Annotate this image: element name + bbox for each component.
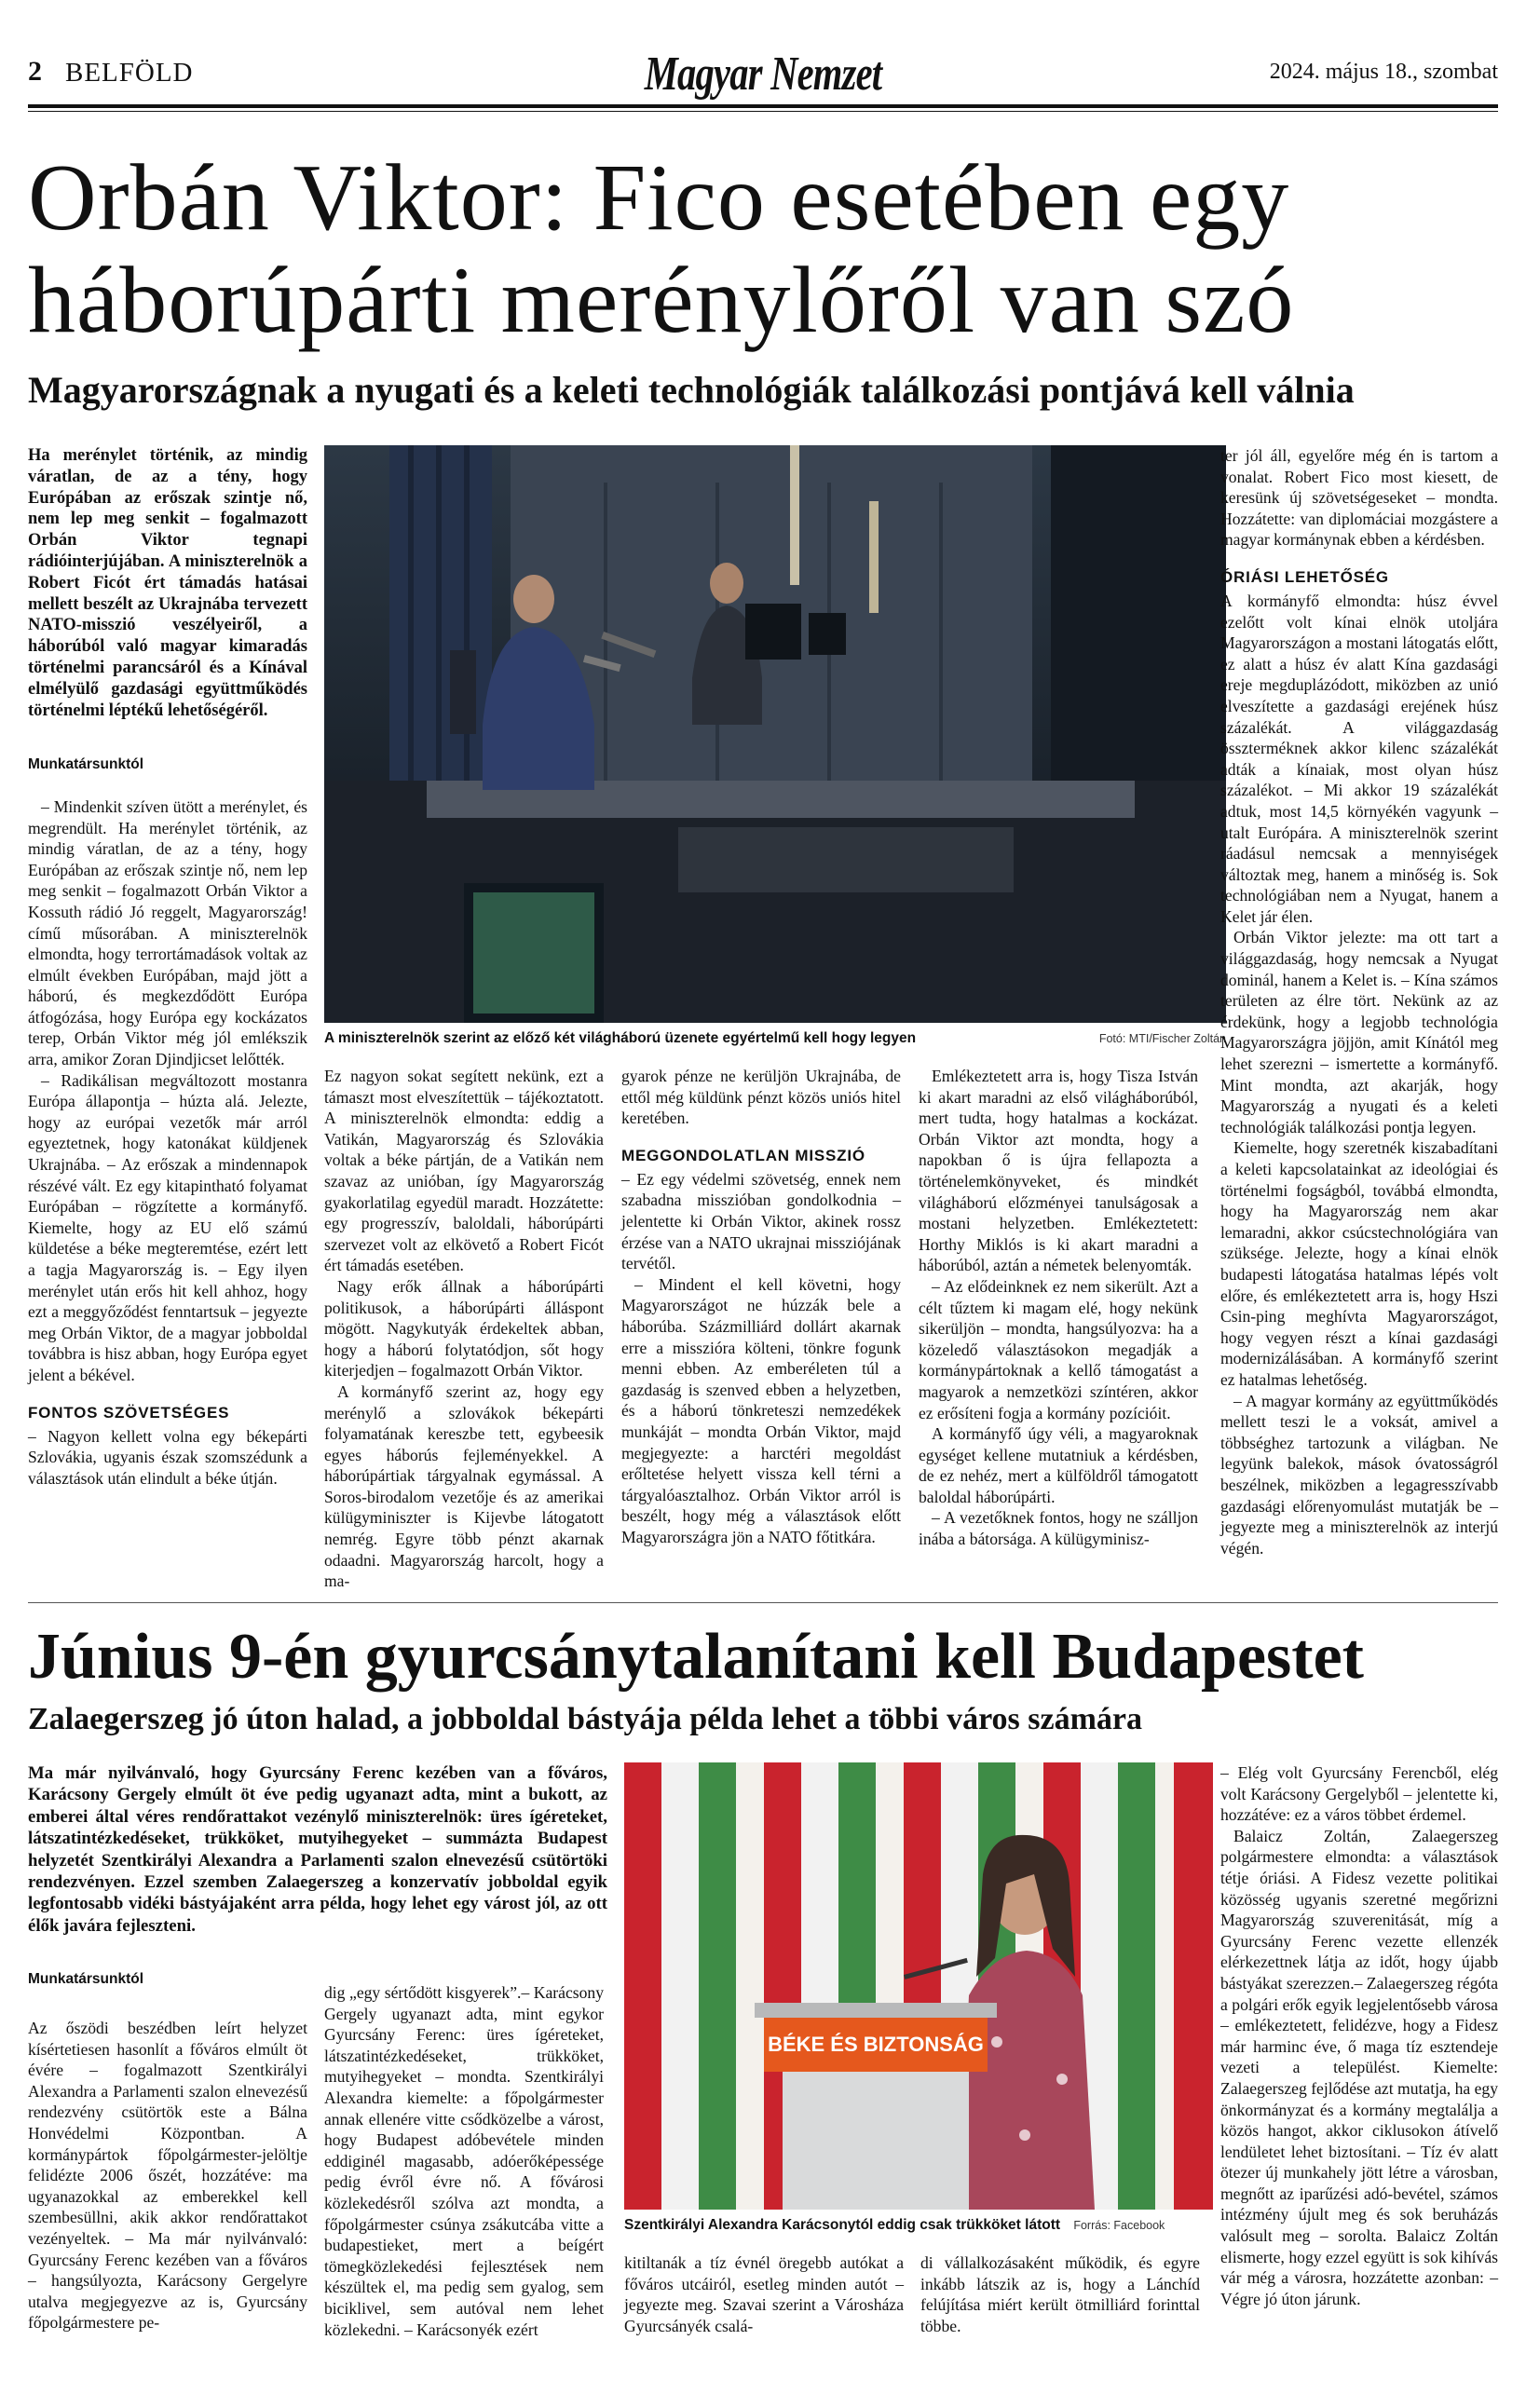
- article2-photo: [624, 1762, 1213, 2210]
- article2-c5-p2: Balaicz Zoltán, Zalaegerszeg polgármestere elmondta: a választások tétje óriási. A Fidesz vezette politikai közösség ugyanis szeretné megőrizni Magyarország szuverenitását, míg a Gyurcsány Ferenc vezette ellenzék elérkezettnek látja az időt, hogy újabb bástyákat szerezzen.– Zalaegerszeg régóta a polgári erők egyik legjelentősebb városa – emlékeztetett, felidézve, hogy a Fidesz már harminc éve, ő maga tíz esztendeje vezeti a települést. Kiemelte: Zalaegerszeg fejlődése azt mutatja, ha egy önkormányzat és a kormány megtalálja a közös hangot, akkor ciklusokon átívelő lendületet lehet biztosítani. – Tíz év alatt ötezer új munkahely jött létre a városban, megnőtt az iparűzési adó-bevétel, számos intézmény újult meg és sok beruházás valósult meg – sorolta. Balaicz Zoltán elismerte, hogy ezzel együtt is sok kihívás vár még a városra, hozzátette azonban: – Végre jó úton járunk.: [1220, 1826, 1498, 2308]
- article1-c1-p1: – Mindenkit szíven ütött a merénylet, és megrendült. Ha merénylet történik, az mindig váratlan, de az a tény, hogy Európában az erőszak szintje nő, nem lep meg senkit – fogalmazott Orbán Viktor a Kossuth rádió Jó reggelt, Magyarország! című műsorában. A miniszterelnök elmondta, hogy terrortámadások voltak az elmúlt években Európában, majd jött a háború, és megkezdődött Európa átfogózása, hogy Európa egy kockázatos terep, Orbán Viktor még jól emlékszik arra, amikor Zoran Djindjicset lelőtték.: [28, 796, 307, 1069]
- article2-byline: Munkatársunktól: [28, 1971, 144, 1987]
- article2-column-1: [28, 2018, 307, 2333]
- article2-headline: Június 9-én gyurcsánytalanítani kell Budapestet: [28, 1621, 1364, 1693]
- article2-column-5: [1220, 1762, 1498, 2309]
- article2-caption-row: [624, 2217, 1213, 2234]
- masthead-rule-thin: [28, 111, 1498, 112]
- article1-subtitle-1: FONTOS SZÖVETSÉGES: [28, 1403, 230, 1422]
- podium-sign-text: BÉKE ÉS BIZTONSÁG: [768, 2033, 984, 2056]
- article1-c4-p3: A kormányfő úgy véli, a magyaroknak egységet kellene mutatniuk a kérdésben, de ez nehéz, mert a külföldről támogatott baloldal háborúpárti.: [919, 1424, 1198, 1506]
- article1-caption-row: [324, 1030, 1226, 1047]
- article2-photo-caption: Szentkirályi Alexandra Karácsonytól eddig csak trükköket látott: [624, 2217, 1061, 2233]
- article2-column-4: [920, 2252, 1200, 2336]
- radio-studio-photo: [324, 445, 1226, 1023]
- masthead: [28, 47, 1498, 112]
- article1-c5-p4: Kiemelte, hogy szeretnék kiszabadítani a keleti kapcsolatainkat az ideológiai és történelmi fogságból, továbbá elmondta, hogy ha Magyarország nem akar lemaradni, akkor csúcstechnológiára van szüksége. Jelezte, hogy a kínai elnök budapesti látogatása hatalmas lépés volt előre, és emlékeztetett arra is, hogy Hszi Csin-ping meghívta Magyarországot, hogy vegyen részt a kínai gazdasági modernizálásában. A kormányfő szerint ez hatalmas lehetőség.: [1220, 1138, 1498, 1389]
- article1-c4-p4: – A vezetőknek fontos, hogy ne szálljon inába a bátorsága. A külügyminisz-: [919, 1508, 1198, 1549]
- article-separator: [28, 1602, 1498, 1603]
- section-label: BELFÖLD: [65, 58, 194, 88]
- article2-lead: Ma már nyilvánvaló, hogy Gyurcsány Ferenc kezében van a főváros, Karácsony Gergely elmúlt öt éve pedig ugyanazt adta, mint a bukott, az emberei által véres rendőrattakot vezénylő miniszterelnök: üres ígéreteket, látszatintézkedéseket, trükköket, mutyihegyeket – summázta Budapest helyzetét Szentkirályi Alexandra a Parlamenti szalon elnevezésű csütörtöki rendezvényen. Ezzel szemben Zalaegerszeg a konzervatív jobboldal egyik legfontosabb vidéki bástyájaként arra példa, hogy lehet egy várost jól, az ott élők javára fejleszteni.: [28, 1763, 607, 1936]
- article1-byline: Munkatársunktól: [28, 756, 144, 773]
- article1-c3-p3: – Mindent el kell követni, hogy Magyarországot ne húzzák bele a háborúba. Százmilliárd dollárt akarnak erre a misszióra költeni, tönkre fogunk menni ebben. Az emberéleten túl a gazdaság is szenved ebben a helyzetben, és a háború tönkreteszi nemzedékek munkáját – mondta Orbán Viktor, majd megjegyezte: a harctéri megoldást erőltetése helyett vissza kell térni a tárgyalóasztalhoz. Orbán Viktor arról is beszélt, hogy még a választások előtt Magyarországra jön a NATO főtitkára.: [621, 1274, 901, 1546]
- article2-c3-p1: kitiltanák a tíz évnél öregebb autókat a főváros utcáiról, esetleg minden autót – jegyezte meg. Szavai szerint a Városháza Gyurcsányék csalá-: [624, 2253, 904, 2335]
- article1-c2-p3: A kormányfő szerint az, hogy egy merénylő a szlovákok békepárti folyamatának kereszbe tett, egybeesik egyes háborús fejleményekkel. A háborúpártiak tárgyalnak egymással. A Soros-birodalom vezetője és az amerikai külügyminiszter is Kijevbe látogatott nemrég. Egyre több pénzt akarnak odaadni. Magyarország harcolt, hogy a ma-: [324, 1381, 604, 1591]
- masthead-rule: [28, 104, 1498, 108]
- article1-c4-p2: – Az elődeinknek ez nem sikerült. Azt a célt tűztem ki magam elé, hogy nekünk sikerüljön – mondta, hangsúlyozva: ha a közeledő választásokon megadják a kormánypártoknak a kellő támogatást a magyarok a nemzetközi színtéren, akkor ez erősíteni fogja a kormány pozícióit.: [919, 1276, 1198, 1422]
- article2-c4-p1: di vállalkozásaként működik, és egyre inkább látszik az is, hogy a Lánchíd felújítása miért került ötmilliárd forinttal többe.: [920, 2253, 1200, 2335]
- article2-photo-credit: Forrás: Facebook: [1073, 2219, 1165, 2232]
- article1-c4-p1: Emlékeztetett arra is, hogy Tisza István ki akart maradni az első világháborúból, mert tudta, hogy hatalmas a kockázat. Orbán Viktor azt mondta, hogy a napokban ő is újra fellapozta a történelemkönyveket, és mindkét világháború előzményei tanulságosak a mostani helyzetben. Emlékeztetett: Horthy Miklós is ki akart maradni a háborúból, aztán a németek belenyomták.: [919, 1067, 1198, 1275]
- article1-c5-p5: – A magyar kormány az együttműködés mellett teszi le a voksát, amivel a többséghez tartozunk a világban. Ne legyünk balekok, mások óvatosságról beszélnek, miközben a legagresszívabb gazdasági előrenyomulást mutatják be – jegyezte meg a miniszterelnök az interjú végén.: [1220, 1391, 1498, 1558]
- article1-c3-p2: – Ez egy védelmi szövetség, ennek nem szabadna misszióban gondolkodnia – jelentette ki Orbán Viktor, akinek rossz érzése van a NATO ukrajnai missziójának tervétől.: [621, 1169, 901, 1273]
- article2-c1-p1: Az őszödi beszédben leírt helyzet kísértetiesen hasonlít a főváros elmúlt öt évére – fogalmazott Szentkirályi Alexandra a Parlamenti szalon elnevezésű rendezvény csütörtök este a Bálna Honvédelmi Központban. A kormánypártok főpolgármester-jelöltje felidézte 2006 őszét, hozzátéve: ma ugyanazokkal az emberekkel kell szembesüllni, akik akkor rendőrattakot vezényeltek. – Ma már nyilvánvaló: Gyurcsány Ferenc kezében van a főváros – hangsúlyozta, Karácsony Gergelyre utalva megjegyezve az is, Gyurcsány főpolgármestere pe-: [28, 2019, 307, 2333]
- issue-date: 2024. május 18., szombat: [1269, 60, 1498, 84]
- article1-header: [28, 147, 1498, 412]
- article1-c5-p2: A kormányfő elmondta: húsz évvel ezelőtt volt kínai elnök utoljára Magyarországon a mostani látogatás előtt, ez alatt a húsz év alatt Kína gazdasági ereje megduplázódott, miközben az unió elveszítette a gazdasági erejének húsz százalékát. A világgazdaság összterméknek akkor kilenc százalékát adták a kínaiak, most olyan húsz százalékot. – Mi akkor 19 százalékát adtuk, most 14,5 környékén vagyunk – utalt Európára. A miniszterelnök szerint ráadásul nemcsak a mennyiségek változtak meg, hanem a minőség is. Sok technológiában nem a Nyugat, hanem a Kelet jár élen.: [1220, 591, 1498, 926]
- article1-c1-p3: – Nagyon kellett volna egy békepárti Szlovákia, ugyanis észak szomszédunk a választások után elindult a béke útján.: [28, 1426, 307, 1488]
- article1-column-2: [324, 1066, 604, 1592]
- article1-c3-p1: gyarok pénze ne kerüljön Ukrajnába, de ettől még küldünk pénzt közös uniós hitel keretében.: [621, 1067, 901, 1128]
- article1-c5-p3: Orbán Viktor jelezte: ma ott tart a világgazdaság, hogy nemcsak a Nyugat dominál, hanem a Kelet is. – Kína számos területen az élre tört. Nekünk az az érdekünk, hogy a legjobb technológia Magyarországra jöjjön, amit Kínától meg lehet szerezni – ismertette a kormányfő. Mint mondta, azt akarják, hogy Magyarország a nyugati és a keleti technológiák találkozási pontja legyen.: [1220, 928, 1498, 1136]
- article1-c2-p2: Nagy erők állnak a háborúpárti politikusok, a háborúpárti álláspont mögött. Nagykutyák érdekeltek abban, hogy a háború folytatódjon, sőt hogy kiterjedjen – fogalmazott Orbán Viktor.: [324, 1276, 604, 1381]
- article1-headline: Orbán Viktor: Fico esetében egy háborúpárti merénylőről van szó: [28, 145, 1295, 353]
- article1-photo-caption: A miniszterelnök szerint az előző két világháború üzenete egyértelmű kell hogy legyen: [324, 1030, 917, 1046]
- article1-c5-p1: ter jól áll, egyelőre még én is tartom a vonalat. Robert Fico most kiesett, de keresünk új szövetségeseket – mondta. Hozzátette: van diplomáciai mozgástere a magyar kormánynak ebben a kérdésben.: [1220, 446, 1498, 550]
- article1-c2-p1: Ez nagyon sokat segített nekünk, ezt a támaszt most elveszítettük – tájékoztatott. A miniszterelnök elmondta: eddig a Vatikán, Magyarország és Szlovákia voltak a béke pártján, de a Vatikán nem szavaz az unióban, így Magyarország gyakorlatilag egyedül maradt. Hozzátette: egy progresszív, baloldali, háborúpárti szervezet volt az elkövető a Robert Ficót ért támadás esetében.: [324, 1067, 604, 1275]
- article1-photo: [324, 445, 1226, 1023]
- article1-lead: Ha merénylet történik, az mindig váratlan, de az a tény, hogy Európában az erőszak szintje nő, nem lep meg senkit – fogalmazott Orbán Viktor tegnapi rádióinterjújában. A miniszterelnök a Robert Ficót ért támadás hatásai mellett beszélt az Ukrajnába tervezett NATO-misszió veszélyeiről, a háborúból való magyar kimaradás történelmi parancsáról és a Kínával elmélyülő gazdasági együttműködés történelmi léptékű lehetőségéről.: [28, 446, 307, 720]
- article2-c2-p1: dig „egy sértődött kisgyerek”.– Karácsony Gergely ugyanazt adta, mint egykor Gyurcsány Ferenc: üres ígéreteket, látszatintézkedéseket, trükköket, mutyihegyeket – mondta. Szentkirályi Alexandra kiemelte: a főpolgármester annak ellenére vitte csődközelbe a várost, hogy Budapest adóbevétele minden eddiginél magasabb, adóerőképessége pedig évről évre nő. A fővárosi közlekedésről szólva azt mondta, a főpolgármester csúnya zsákutcába vitte a budapestieket, mert a beígért tömegközlekedési fejlesztések nem készültek el, ma pedig sem gyalog, sem biciklivel, sem autóval nem lehet közlekedni. – Karácsonyék ezért: [324, 1983, 604, 2339]
- newspaper-logo: Magyar Nemzet: [644, 48, 882, 101]
- article2-subheadline: Zalaegerszeg jó úton halad, a jobboldal bástyája példa lehet a többi város számára: [28, 1702, 1143, 1736]
- article1-c1-p2: – Radikálisan megváltozott mostanra Európa állapontja – húzta alá. Jelezte, hogy az európai vezetők már arról egyeztetnek, hogy katonákat küldjenek Ukrajnába. – Az erőszak a mindennapok részévé vált. Ez egy kitapintható folyamat Európában – rögzítette a kormányfő. Kiemelte, hogy az EU elő számú küldetése a béke megteremtése, ezért lett a tagja Magyarország is. – Egy ilyen merénylet után erős hit kell ahhoz, hogy ezt a meggyőződést fenntartsuk – jegyezte meg Orbán Viktor, de a magyar jobboldal továbbra is hisz abban, hogy Európa egyet jelent a békével.: [28, 1070, 307, 1384]
- article2-column-2: [324, 1982, 604, 2340]
- article1-column-5: [1220, 445, 1498, 1558]
- article2-c5-p1: – Elég volt Gyurcsány Ferencből, elég volt Karácsony Gergelyből – jelentette ki, hozzátéve: ez a város többet érdemel.: [1220, 1763, 1498, 1825]
- article2-header: [28, 1621, 1498, 1738]
- article2-column-3: [624, 2252, 904, 2336]
- article1-column-4: [919, 1066, 1198, 1550]
- page-number: 2: [28, 56, 42, 87]
- article1-column-3: [621, 1066, 901, 1547]
- article1-photo-credit: Fotó: MTI/Fischer Zoltán: [1098, 1032, 1226, 1045]
- article1-subtitle-2: MEGGONDOLATLAN MISSZIÓ: [621, 1146, 865, 1164]
- article1-column-1: [28, 445, 307, 1489]
- article1-subtitle-3: ÓRIÁSI LEHETŐSÉG: [1220, 567, 1389, 586]
- article1-subheadline: Magyarországnak a nyugati és a keleti technológiák találkozási pontjává kell válnia: [28, 369, 1355, 411]
- speaker-podium-photo: [624, 1762, 1213, 2210]
